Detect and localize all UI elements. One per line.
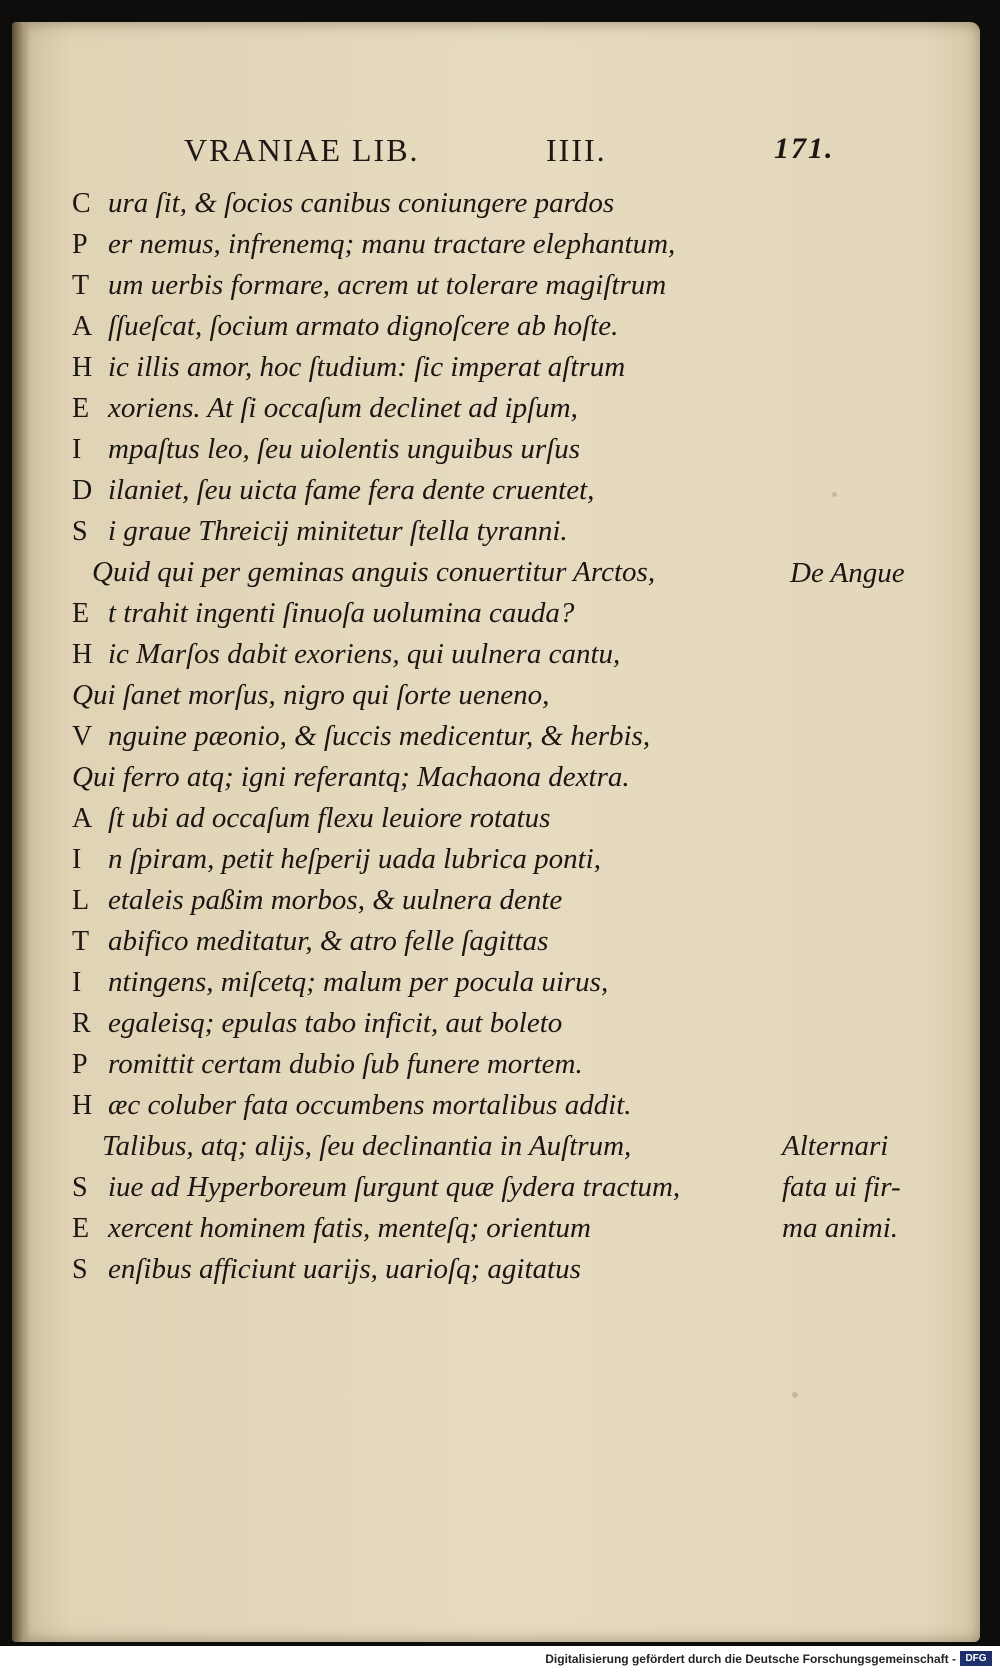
paper-stain (832, 492, 837, 497)
acrostic-initial: H (72, 1090, 93, 1121)
acrostic-initial: E (72, 598, 90, 629)
acrostic-initial: H (72, 352, 93, 383)
acrostic-initial: A (72, 311, 93, 342)
marginal-note-alternari: fata ui fir- (782, 1171, 901, 1203)
verse-line (72, 346, 625, 389)
verse-text: i graue Threicij minitetur ſtella tyranni. (108, 515, 568, 547)
verse-text: romittit certam dubio ſub funere mortem. (108, 1048, 583, 1080)
acrostic-initial: D (72, 475, 93, 506)
verse-line (72, 387, 578, 430)
acrostic-initial: I (72, 434, 82, 465)
running-head: VRANIAE LIB. (184, 132, 420, 168)
verse-line (72, 1248, 581, 1291)
marginal-note-de-angue: De Angue (790, 557, 905, 589)
dfg-logo: DFG (960, 1651, 992, 1666)
verse-text: ic Marſos dabit exoriens, qui uulnera cantu, (108, 638, 621, 670)
verse-text: xoriens. At ſi occaſum declinet ad ipſum, (108, 392, 578, 424)
marginal-note-alternari: Alternari (782, 1130, 889, 1162)
verse-text: t trahit ingenti ſinuoſa uolumina cauda? (108, 597, 575, 629)
paper-stain (792, 1392, 798, 1398)
acrostic-initial: L (72, 885, 90, 916)
verse-line (72, 797, 550, 840)
acrostic-initial: P (72, 229, 88, 260)
book-number: IIII. (546, 132, 607, 168)
verse-text: abifico meditatur, & atro felle ſagittas (108, 925, 549, 957)
verse-line (92, 551, 655, 594)
verse-line (72, 961, 608, 1004)
page-header (12, 132, 980, 172)
acrostic-initial: R (72, 1008, 91, 1039)
verse-line (72, 264, 666, 307)
verse-line (72, 1084, 632, 1127)
verse-line (72, 879, 562, 922)
verse-line (102, 1125, 631, 1168)
verse-text: um uerbis formare, acrem ut tolerare magiſtrum (108, 269, 667, 301)
verse-line (72, 633, 620, 676)
acrostic-initial: T (72, 270, 90, 301)
footer-strip (0, 1646, 1000, 1676)
verse-line (72, 1207, 591, 1250)
marginal-note-alternari: ma animi. (782, 1212, 898, 1244)
verse-line (72, 756, 630, 799)
acrostic-initial: E (72, 1213, 90, 1244)
verse-line (72, 182, 614, 225)
verse-text: er nemus, infrenemq; manu tractare elephantum, (108, 228, 676, 260)
verse-text: ura ſit, & ſocios canibus coniungere pardos (108, 187, 615, 219)
verse-text: iue ad Hyperboreum ſurgunt quæ ſydera tractum, (108, 1171, 681, 1203)
acrostic-initial: S (72, 516, 88, 547)
acrostic-initial: V (72, 721, 93, 752)
verse-line (72, 838, 601, 881)
verse-text: ntingens, miſcetq; malum per pocula uirus, (108, 966, 609, 998)
verse-line (72, 715, 650, 758)
acrostic-initial: C (72, 188, 91, 219)
verse-text: etaleis paßim morbos, & uulnera dente (108, 884, 563, 916)
verse-line (72, 469, 594, 512)
acrostic-initial: S (72, 1254, 88, 1285)
verse-line (72, 428, 580, 471)
verse-line (72, 223, 675, 266)
acrostic-initial: I (72, 844, 82, 875)
verse-text: ic illis amor, hoc ſtudium: ſic imperat aſtrum (108, 351, 626, 383)
verse-text: Qui ſanet morſus, nigro qui ſorte ueneno, (72, 679, 550, 711)
verse-line (72, 920, 548, 963)
verse-line (72, 1166, 680, 1209)
verse-text: mpaſtus leo, ſeu uiolentis unguibus urſus (108, 433, 581, 465)
verse-text: Qui ferro atq; igni referantq; Machaona dextra. (72, 761, 630, 793)
verse-line (72, 510, 568, 553)
acrostic-initial: T (72, 926, 90, 957)
verse-line (72, 1002, 562, 1045)
verse-text: ſt ubi ad occaſum flexu leuiore rotatus (108, 802, 551, 834)
verse-line (72, 305, 618, 348)
verse-text: æc coluber fata occumbens mortalibus addit. (108, 1089, 632, 1121)
acrostic-initial: I (72, 967, 82, 998)
acrostic-initial: H (72, 639, 93, 670)
page-gutter (12, 22, 30, 1642)
verse-text: n ſpiram, petit heſperij uada lubrica ponti, (108, 843, 601, 875)
verse-line (72, 592, 574, 635)
digitization-credit: Digitalisierung gefördert durch die Deutsche Forschungsgemeinschaft - (545, 1652, 956, 1666)
acrostic-initial: S (72, 1172, 88, 1203)
verse-text: enſibus afficiunt uarijs, uarioſq; agitatus (108, 1253, 581, 1285)
verse-text: ilaniet, ſeu uicta fame fera dente cruentet, (108, 474, 595, 506)
verse-line (72, 1043, 583, 1086)
acrostic-initial: A (72, 803, 93, 834)
verse-text: egaleisq; epulas tabo inficit, aut boleto (108, 1007, 563, 1039)
verse-line (72, 674, 549, 717)
verse-text: xercent hominem fatis, menteſq; orientum (108, 1212, 591, 1244)
book-page (12, 22, 980, 1642)
acrostic-initial: E (72, 393, 90, 424)
verse-text: ſſueſcat, ſocium armato dignoſcere ab hoſte. (108, 310, 619, 342)
acrostic-initial: P (72, 1049, 88, 1080)
verse-text: Quid qui per geminas anguis conuertitur Arctos, (92, 556, 656, 588)
verse-text: nguine pæonio, & ſuccis medicentur, & herbis, (108, 720, 651, 752)
page-number: 171. (774, 132, 835, 165)
verse-text: Talibus, atq; alijs, ſeu declinantia in Auſtrum, (102, 1130, 632, 1162)
